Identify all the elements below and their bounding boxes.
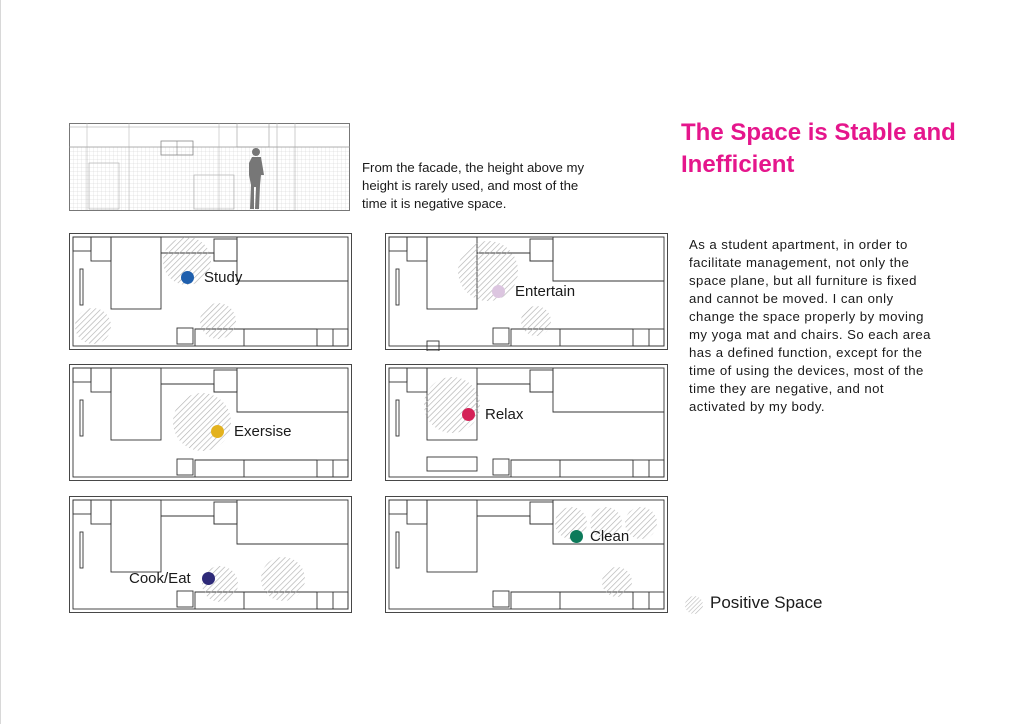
- floor-plan-study: [69, 233, 353, 351]
- study-label: Study: [204, 269, 243, 286]
- facade-elevation: [69, 123, 350, 211]
- floor-plan-relax: [385, 364, 669, 482]
- description-text: As a student apartment, in order to facilitate management, not only the space plane, but all furniture is fixed and cannot be moved. I can only change the space properly by moving my yoga mat and chairs. So each area has a defined function, except for the time of using the devices, most of the time they are negative, and not activated by my body.: [689, 237, 931, 414]
- exersise-label: Exersise: [234, 423, 292, 440]
- facade-caption: From the facade, the height above my height is rarely used, and most of the time it is negative space.: [362, 160, 585, 211]
- floor-plan-exersise: [69, 364, 353, 482]
- floor-plan-drawing: [385, 364, 669, 482]
- exersise-marker: [211, 425, 224, 438]
- relax-label: Relax: [485, 406, 524, 423]
- clean-marker: [570, 530, 583, 543]
- cook-eat-marker: [202, 572, 215, 585]
- hatched-circle-icon: [684, 595, 704, 615]
- floor-plan-cook-eat: [69, 496, 353, 614]
- floor-plan-drawing: [385, 496, 669, 614]
- facade-drawing: [69, 123, 350, 211]
- entertain-label: Entertain: [515, 283, 576, 300]
- study-marker: [181, 271, 194, 284]
- floor-plan-drawing: [69, 496, 353, 614]
- floor-plan-drawing: [69, 364, 353, 482]
- page-title: The Space is Stable and Inefficient: [681, 119, 956, 178]
- clean-label: Clean: [590, 528, 630, 545]
- page-edge-line: [0, 0, 1, 724]
- legend-label: Positive Space: [710, 593, 823, 612]
- floor-plan-clean: [385, 496, 669, 614]
- floor-plan-entertain: [385, 233, 669, 351]
- floor-plan-drawing: [69, 233, 353, 351]
- entertain-marker: [492, 285, 505, 298]
- relax-marker: [462, 408, 475, 421]
- cook-eat-label: Cook/Eat: [129, 570, 191, 587]
